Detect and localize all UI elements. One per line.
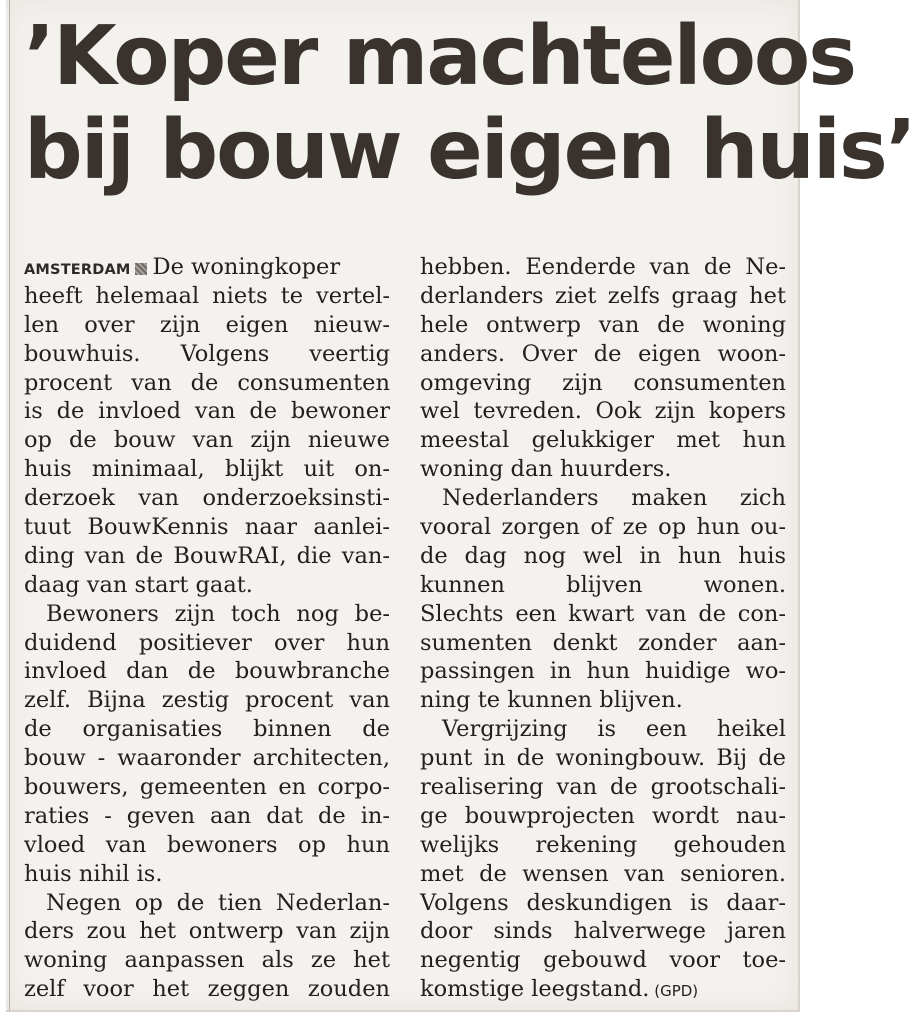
text-line bbox=[420, 831, 786, 860]
text-line-content: meestal gelukkiger met hun bbox=[420, 427, 786, 454]
text-line bbox=[24, 860, 390, 889]
text-line bbox=[420, 369, 786, 398]
text-line-content: negentig gebouwd voor toe- bbox=[420, 947, 786, 974]
text-line-content: derzoek van onderzoeksinsti- bbox=[24, 485, 390, 512]
text-line-content: komstige leegstand. bbox=[420, 976, 650, 1003]
text-line bbox=[420, 426, 786, 455]
text-line-content: bouwhuis. Volgens veertig bbox=[24, 340, 390, 367]
text-line bbox=[420, 253, 786, 282]
text-line bbox=[24, 831, 390, 860]
text-line-content: duidend positiever over hun bbox=[24, 629, 390, 656]
text-line bbox=[420, 889, 786, 918]
text-line-content: Vergrijzing is een heikel bbox=[442, 716, 786, 743]
text-line bbox=[24, 629, 390, 658]
text-line-content: realisering van de grootschali- bbox=[420, 774, 786, 801]
text-line-content: de organisaties binnen de bbox=[24, 716, 390, 743]
text-line bbox=[420, 629, 786, 658]
text-line-content: met de wensen van senioren. bbox=[420, 860, 786, 887]
dateline: AMSTERDAM bbox=[24, 262, 131, 278]
text-line bbox=[24, 513, 390, 542]
text-line-content: daag van start gaat. bbox=[24, 571, 253, 598]
text-line-content: huis nihil is. bbox=[24, 860, 163, 887]
text-line-content: welijks rekening gehouden bbox=[420, 831, 786, 858]
text-line bbox=[420, 282, 786, 311]
text-line-content: woning dan huurders. bbox=[420, 456, 672, 483]
text-line bbox=[24, 426, 390, 455]
text-line-content: sumenten denkt zonder aan- bbox=[420, 629, 786, 656]
text-line-content: hele ontwerp van de woning bbox=[420, 311, 786, 338]
text-line-content: De woningkoper bbox=[152, 254, 341, 280]
text-line-content: wel tevreden. Ook zijn kopers bbox=[420, 398, 786, 425]
text-line bbox=[420, 975, 786, 1004]
headline-line-2: bij bouw eigen huis’ bbox=[24, 103, 915, 198]
text-line-content: woning aanpassen als ze het bbox=[24, 947, 390, 974]
text-line-content: Nederlanders maken zich bbox=[442, 485, 786, 512]
text-line-content: hebben. Eenderde van de Ne- bbox=[420, 254, 786, 280]
text-line-content: kunnen blijven wonen. bbox=[420, 571, 786, 598]
text-line-content: punt in de woningbouw. Bij de bbox=[420, 745, 786, 772]
text-line bbox=[24, 600, 390, 629]
text-line-content: heeft helemaal niets te vertel- bbox=[24, 282, 390, 309]
text-line bbox=[24, 773, 390, 802]
text-line bbox=[24, 802, 390, 831]
text-line bbox=[420, 484, 786, 513]
article-column-right bbox=[420, 253, 786, 1004]
text-line bbox=[420, 715, 786, 744]
text-line-content: procent van de consumenten bbox=[24, 369, 390, 396]
text-line bbox=[24, 369, 390, 398]
text-line bbox=[420, 744, 786, 773]
text-line bbox=[24, 542, 390, 571]
article-column-left bbox=[24, 253, 390, 1004]
text-line bbox=[420, 513, 786, 542]
text-line-content: len over zijn eigen nieuw- bbox=[24, 311, 390, 338]
text-line bbox=[24, 397, 390, 426]
text-line-content: raties - geven aan dat de in- bbox=[24, 802, 390, 829]
text-line-content: ders zou het ontwerp van zijn bbox=[24, 918, 390, 945]
text-line bbox=[420, 917, 786, 946]
text-line-content: ge bouwprojecten wordt nau- bbox=[420, 802, 786, 829]
text-line bbox=[420, 542, 786, 571]
text-line bbox=[420, 455, 786, 484]
text-line-content: Slechts een kwart van de con- bbox=[420, 600, 786, 627]
text-line-content: bouwers, gemeenten en corpo- bbox=[24, 774, 390, 801]
text-line bbox=[420, 571, 786, 600]
text-line bbox=[420, 860, 786, 889]
text-line bbox=[24, 455, 390, 484]
text-line bbox=[24, 657, 390, 686]
text-line-content: de dag nog wel in hun huis bbox=[420, 542, 786, 569]
headline-line-1: ’Koper machteloos bbox=[24, 9, 856, 104]
text-line bbox=[420, 397, 786, 426]
text-line-content: op de bouw van zijn nieuwe bbox=[24, 427, 390, 454]
text-line bbox=[24, 571, 390, 600]
article-headline bbox=[24, 9, 915, 198]
text-line-content: ding van de BouwRAI, die van- bbox=[24, 542, 390, 569]
text-line-content: Bewoners zijn toch nog be- bbox=[46, 600, 390, 627]
text-line bbox=[24, 282, 390, 311]
text-line-content: door sinds halverwege jaren bbox=[420, 918, 786, 945]
text-line-content: bouw - waaronder architecten, bbox=[24, 745, 390, 772]
text-line bbox=[24, 484, 390, 513]
text-line bbox=[24, 889, 390, 918]
text-line bbox=[24, 253, 390, 282]
text-line bbox=[24, 340, 390, 369]
text-line bbox=[24, 686, 390, 715]
text-line bbox=[24, 715, 390, 744]
text-line bbox=[420, 773, 786, 802]
text-line-content: derlanders ziet zelfs graag het bbox=[420, 282, 786, 309]
text-line bbox=[24, 946, 390, 975]
text-line-content: omgeving zijn consumenten bbox=[420, 369, 786, 396]
text-line-content: huis minimaal, blijkt uit on- bbox=[24, 456, 390, 483]
text-line bbox=[24, 311, 390, 340]
text-line bbox=[420, 686, 786, 715]
text-line-content: is de invloed van de bewoner bbox=[24, 398, 390, 425]
text-line bbox=[420, 340, 786, 369]
text-line bbox=[24, 975, 390, 1004]
text-line bbox=[420, 657, 786, 686]
text-line-content: Volgens deskundigen is daar- bbox=[420, 889, 786, 916]
text-line-content: Negen op de tien Nederlan- bbox=[46, 889, 390, 916]
text-line-content: vooral zorgen of ze op hun ou- bbox=[420, 514, 786, 541]
text-line-content: ning te kunnen blijven. bbox=[420, 687, 683, 714]
source-credit: (GPD) bbox=[649, 982, 699, 1001]
text-line-content: vloed van bewoners op hun bbox=[24, 831, 390, 858]
text-line bbox=[24, 917, 390, 946]
text-line bbox=[420, 600, 786, 629]
text-line-content: anders. Over de eigen woon- bbox=[420, 340, 786, 367]
text-line bbox=[420, 802, 786, 831]
text-line-content: passingen in hun huidige wo- bbox=[420, 658, 786, 685]
text-line-content: zelf voor het zeggen zouden bbox=[24, 976, 390, 1003]
text-line-content: invloed dan de bouwbranche bbox=[24, 658, 390, 685]
dateline-square-icon bbox=[135, 263, 147, 275]
text-line bbox=[420, 946, 786, 975]
text-line-content: zelf. Bijna zestig procent van bbox=[24, 687, 390, 714]
text-line bbox=[24, 744, 390, 773]
text-line bbox=[420, 311, 786, 340]
text-line-content: tuut BouwKennis naar aanlei- bbox=[24, 514, 390, 541]
